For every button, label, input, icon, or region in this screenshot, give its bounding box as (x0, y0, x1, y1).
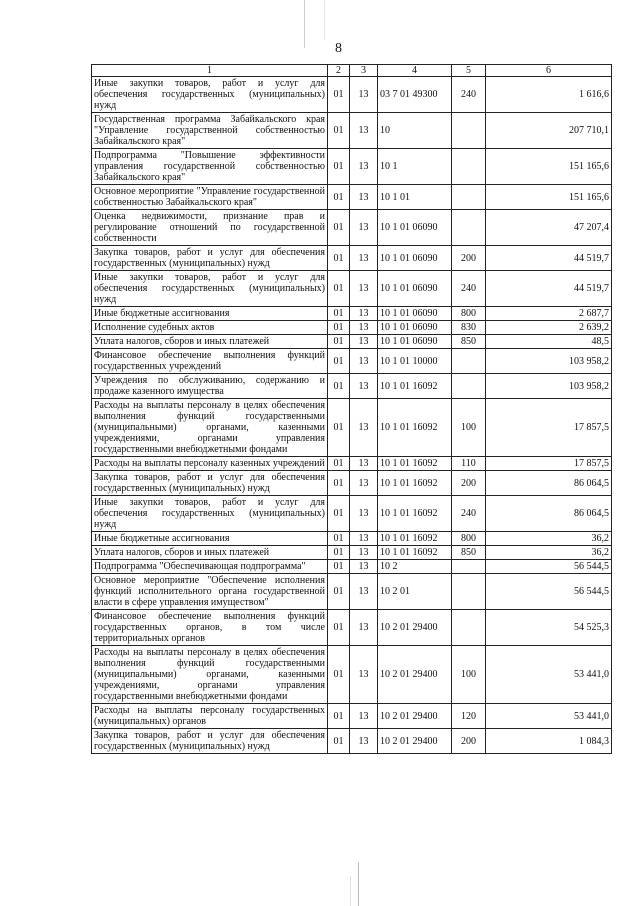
row-name: Основное мероприятие "Управление государственной собственностью Забайкальского края" (92, 185, 328, 210)
table-row (92, 532, 612, 546)
row-section: 01 (328, 335, 350, 349)
row-target-article: 10 1 01 16092 (378, 471, 452, 496)
row-subsection: 13 (350, 399, 378, 457)
row-expense-type: 850 (452, 335, 486, 349)
row-amount: 1 616,6 (486, 77, 612, 113)
row-target-article: 10 1 01 16092 (378, 546, 452, 560)
row-section: 01 (328, 149, 350, 185)
row-section: 01 (328, 185, 350, 210)
row-amount: 151 165,6 (486, 185, 612, 210)
row-subsection: 13 (350, 704, 378, 729)
row-section: 01 (328, 113, 350, 149)
table-row (92, 399, 612, 457)
scan-artifact-line (324, 0, 325, 40)
row-section: 01 (328, 457, 350, 471)
row-subsection: 13 (350, 646, 378, 704)
row-target-article: 10 2 01 29400 (378, 729, 452, 754)
row-name: Иные бюджетные ассигнования (92, 532, 328, 546)
table-header (92, 65, 612, 77)
row-amount: 47 207,4 (486, 210, 612, 246)
table-row (92, 185, 612, 210)
row-target-article: 10 1 01 10000 (378, 349, 452, 374)
row-section: 01 (328, 546, 350, 560)
row-expense-type: 100 (452, 399, 486, 457)
table-row (92, 335, 612, 349)
row-target-article: 10 2 01 (378, 574, 452, 610)
row-expense-type: 120 (452, 704, 486, 729)
row-name: Подпрограмма "Повышение эффективности управления государственной собственностью Забайкальского края" (92, 149, 328, 185)
row-amount: 17 857,5 (486, 457, 612, 471)
table-row (92, 546, 612, 560)
table-row (92, 307, 612, 321)
row-target-article: 10 1 01 06090 (378, 321, 452, 335)
row-amount: 103 958,2 (486, 349, 612, 374)
row-expense-type: 830 (452, 321, 486, 335)
row-amount: 53 441,0 (486, 646, 612, 704)
row-name: Подпрограмма "Обеспечивающая подпрограмма" (92, 560, 328, 574)
row-expense-type: 240 (452, 496, 486, 532)
table-row (92, 496, 612, 532)
table-row (92, 77, 612, 113)
row-amount: 53 441,0 (486, 704, 612, 729)
row-section: 01 (328, 574, 350, 610)
row-subsection: 13 (350, 185, 378, 210)
table-row (92, 246, 612, 271)
row-target-article: 10 1 01 16092 (378, 374, 452, 399)
row-expense-type: 200 (452, 471, 486, 496)
row-amount: 86 064,5 (486, 471, 612, 496)
table-row (92, 374, 612, 399)
row-target-article: 10 2 01 29400 (378, 646, 452, 704)
table-row (92, 574, 612, 610)
row-target-article: 10 1 01 06090 (378, 271, 452, 307)
row-section: 01 (328, 307, 350, 321)
row-expense-type: 800 (452, 307, 486, 321)
row-section: 01 (328, 321, 350, 335)
header-col-6: 6 (486, 65, 612, 77)
row-name: Оценка недвижимости, признание прав и регулирование отношений по государственной собственности (92, 210, 328, 246)
row-expense-type (452, 185, 486, 210)
row-name: Финансовое обеспечение выполнения функций государственных учреждений (92, 349, 328, 374)
row-section: 01 (328, 349, 350, 374)
row-section: 01 (328, 610, 350, 646)
row-subsection: 13 (350, 532, 378, 546)
table-body (92, 77, 612, 754)
scan-artifact-line (358, 862, 359, 906)
row-section: 01 (328, 496, 350, 532)
row-name: Исполнение судебных актов (92, 321, 328, 335)
page-number: 8 (335, 41, 342, 56)
row-target-article: 10 1 01 06090 (378, 246, 452, 271)
row-target-article: 03 7 01 49300 (378, 77, 452, 113)
row-amount: 103 958,2 (486, 374, 612, 399)
row-section: 01 (328, 560, 350, 574)
scan-artifact-line (304, 0, 305, 48)
row-section: 01 (328, 399, 350, 457)
table-row (92, 729, 612, 754)
header-col-5: 5 (452, 65, 486, 77)
table-row (92, 271, 612, 307)
header-row (92, 65, 612, 77)
row-name: Финансовое обеспечение выполнения функций государственных органов, в том числе территориальных органов (92, 610, 328, 646)
table-row (92, 471, 612, 496)
row-section: 01 (328, 471, 350, 496)
row-expense-type (452, 349, 486, 374)
row-expense-type (452, 610, 486, 646)
table-row (92, 646, 612, 704)
row-target-article: 10 2 01 29400 (378, 610, 452, 646)
row-section: 01 (328, 729, 350, 754)
row-target-article: 10 1 (378, 149, 452, 185)
row-subsection: 13 (350, 349, 378, 374)
row-expense-type: 110 (452, 457, 486, 471)
row-subsection: 13 (350, 149, 378, 185)
row-section: 01 (328, 532, 350, 546)
row-subsection: 13 (350, 496, 378, 532)
row-subsection: 13 (350, 610, 378, 646)
table-row (92, 457, 612, 471)
row-target-article: 10 1 01 16092 (378, 532, 452, 546)
row-section: 01 (328, 374, 350, 399)
row-subsection: 13 (350, 457, 378, 471)
row-name: Иные закупки товаров, работ и услуг для обеспечения государственных (муниципальных) нужд (92, 271, 328, 307)
row-name: Иные бюджетные ассигнования (92, 307, 328, 321)
table-row (92, 210, 612, 246)
row-name: Государственная программа Забайкальского края "Управление государственной собственностью Забайкальского края" (92, 113, 328, 149)
row-amount: 1 084,3 (486, 729, 612, 754)
row-amount: 17 857,5 (486, 399, 612, 457)
scan-artifact-line (350, 876, 351, 906)
row-name: Закупка товаров, работ и услуг для обеспечения государственных (муниципальных) нужд (92, 471, 328, 496)
row-target-article: 10 1 01 06090 (378, 210, 452, 246)
row-expense-type (452, 113, 486, 149)
row-expense-type (452, 574, 486, 610)
row-amount: 44 519,7 (486, 271, 612, 307)
header-col-1: 1 (92, 65, 328, 77)
row-amount: 2 687,7 (486, 307, 612, 321)
table-row (92, 321, 612, 335)
row-name: Расходы на выплаты персоналу государственных (муниципальных) органов (92, 704, 328, 729)
table-row (92, 610, 612, 646)
row-subsection: 13 (350, 210, 378, 246)
row-target-article: 10 2 (378, 560, 452, 574)
row-name: Уплата налогов, сборов и иных платежей (92, 546, 328, 560)
row-target-article: 10 1 01 06090 (378, 307, 452, 321)
header-col-3: 3 (350, 65, 378, 77)
row-section: 01 (328, 704, 350, 729)
row-name: Закупка товаров, работ и услуг для обеспечения государственных (муниципальных) нужд (92, 246, 328, 271)
row-target-article: 10 1 01 (378, 185, 452, 210)
row-section: 01 (328, 77, 350, 113)
row-target-article: 10 1 01 16092 (378, 496, 452, 532)
row-name: Расходы на выплаты персоналу в целях обеспечения выполнения функций государственными (муниципальными) органами, казенными учреждениями, органами управления государственными внебюджетными фондами (92, 646, 328, 704)
table-row (92, 113, 612, 149)
row-target-article: 10 1 01 16092 (378, 457, 452, 471)
row-name: Иные закупки товаров, работ и услуг для обеспечения государственных (муниципальных) нужд (92, 496, 328, 532)
row-amount: 56 544,5 (486, 560, 612, 574)
header-col-2: 2 (328, 65, 350, 77)
row-subsection: 13 (350, 321, 378, 335)
row-target-article: 10 1 01 06090 (378, 335, 452, 349)
row-name: Расходы на выплаты персоналу в целях обеспечения выполнения функций государственными (муниципальными) органами, казенными учреждениями, органами управления государственными внебюджетными фондами (92, 399, 328, 457)
row-amount: 54 525,3 (486, 610, 612, 646)
row-subsection: 13 (350, 546, 378, 560)
row-amount: 36,2 (486, 546, 612, 560)
row-expense-type: 240 (452, 271, 486, 307)
row-name: Уплата налогов, сборов и иных платежей (92, 335, 328, 349)
row-subsection: 13 (350, 729, 378, 754)
row-expense-type (452, 560, 486, 574)
row-amount: 86 064,5 (486, 496, 612, 532)
row-target-article: 10 2 01 29400 (378, 704, 452, 729)
row-expense-type: 800 (452, 532, 486, 546)
row-subsection: 13 (350, 471, 378, 496)
row-section: 01 (328, 210, 350, 246)
row-target-article: 10 1 01 16092 (378, 399, 452, 457)
table-row (92, 349, 612, 374)
row-expense-type: 100 (452, 646, 486, 704)
row-expense-type: 240 (452, 77, 486, 113)
row-amount: 56 544,5 (486, 574, 612, 610)
row-expense-type: 850 (452, 546, 486, 560)
row-subsection: 13 (350, 77, 378, 113)
row-amount: 48,5 (486, 335, 612, 349)
row-subsection: 13 (350, 307, 378, 321)
row-section: 01 (328, 246, 350, 271)
row-subsection: 13 (350, 335, 378, 349)
row-expense-type (452, 149, 486, 185)
row-subsection: 13 (350, 560, 378, 574)
row-subsection: 13 (350, 574, 378, 610)
row-amount: 151 165,6 (486, 149, 612, 185)
row-target-article: 10 (378, 113, 452, 149)
table-row (92, 560, 612, 574)
row-expense-type (452, 374, 486, 399)
row-amount: 207 710,1 (486, 113, 612, 149)
table-row (92, 149, 612, 185)
row-name: Основное мероприятие "Обеспечение исполнения функций исполнительного органа государственной власти в сфере управления имуществом" (92, 574, 328, 610)
row-subsection: 13 (350, 271, 378, 307)
row-amount: 44 519,7 (486, 246, 612, 271)
row-subsection: 13 (350, 374, 378, 399)
row-section: 01 (328, 646, 350, 704)
row-expense-type: 200 (452, 246, 486, 271)
row-name: Закупка товаров, работ и услуг для обеспечения государственных (муниципальных) нужд (92, 729, 328, 754)
table-row (92, 704, 612, 729)
row-amount: 36,2 (486, 532, 612, 546)
row-section: 01 (328, 271, 350, 307)
row-expense-type (452, 210, 486, 246)
row-name: Иные закупки товаров, работ и услуг для обеспечения государственных (муниципальных) нужд (92, 77, 328, 113)
budget-table (91, 64, 612, 754)
row-amount: 2 639,2 (486, 321, 612, 335)
row-name: Расходы на выплаты персоналу казенных учреждений (92, 457, 328, 471)
row-name: Учреждения по обслуживанию, содержанию и продаже казенного имущества (92, 374, 328, 399)
row-subsection: 13 (350, 246, 378, 271)
row-expense-type: 200 (452, 729, 486, 754)
row-subsection: 13 (350, 113, 378, 149)
header-col-4: 4 (378, 65, 452, 77)
